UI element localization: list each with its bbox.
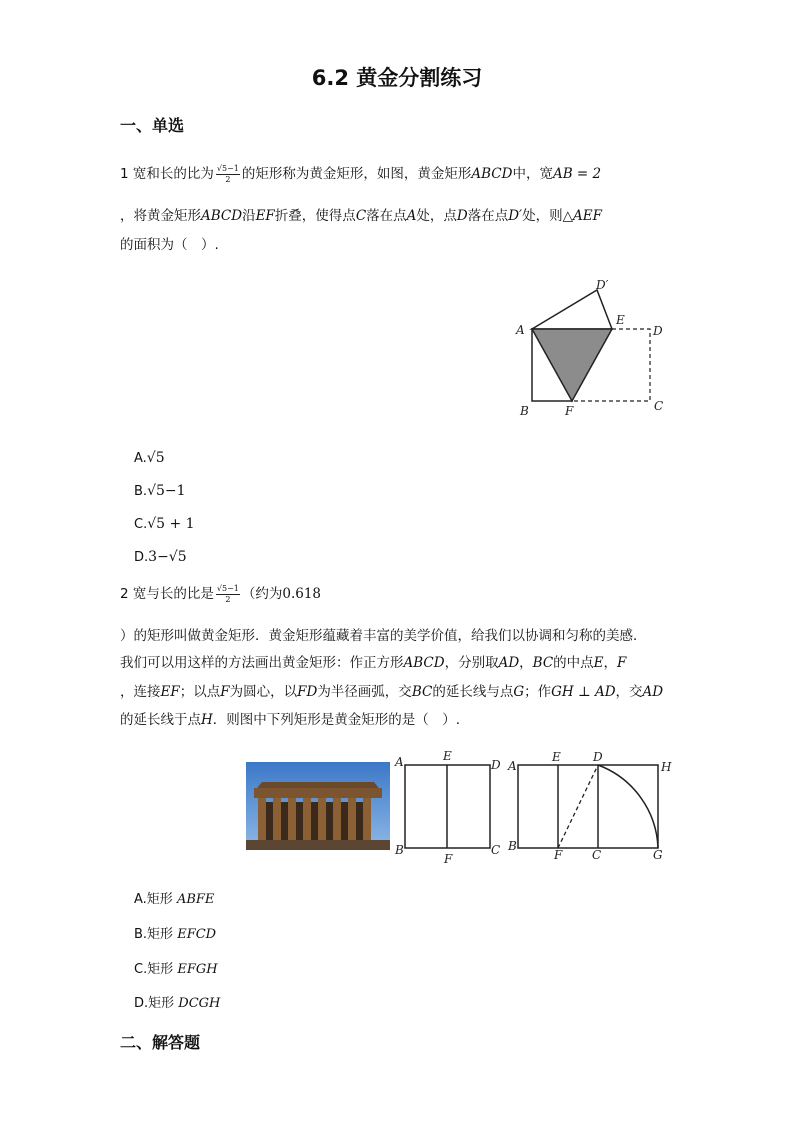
- ground: [246, 840, 390, 850]
- folded-triangle: [532, 290, 612, 329]
- rect-abgh: [518, 765, 658, 848]
- label-a: A: [516, 323, 525, 337]
- q1-text: 处，则: [522, 208, 563, 224]
- option-label: D.: [134, 550, 149, 565]
- option-value: √5−1: [147, 483, 186, 499]
- option-value: √5: [146, 450, 165, 466]
- q2-figure-golden: [506, 748, 682, 864]
- q1-frac-den: 2: [225, 174, 231, 184]
- label-f: F: [444, 852, 453, 864]
- option-value: ABFE: [176, 892, 215, 907]
- q1-line-1: [120, 162, 601, 185]
- option-value: 3−√5: [148, 549, 187, 565]
- option-value: EFCD: [177, 927, 217, 942]
- label-d-prime: D′: [596, 278, 609, 292]
- label-f: F: [565, 404, 574, 418]
- q1-text: 中，宽: [512, 166, 553, 182]
- q1-math: △AEF: [562, 208, 602, 224]
- q1-fraction: [216, 164, 240, 185]
- section-heading-single-choice: 一、单选: [120, 116, 185, 135]
- triangle-aef: [532, 329, 612, 401]
- q2-math: E: [593, 655, 604, 671]
- option-label: D.矩形: [134, 996, 175, 1011]
- q2-number: 2: [120, 586, 129, 602]
- label-d: D: [593, 750, 603, 764]
- q1-option-b[interactable]: [134, 483, 186, 499]
- q1-text: 折叠，使得点: [274, 208, 356, 224]
- q2-text: 的延长线与点: [432, 684, 514, 700]
- q2-text: ；以点: [179, 684, 221, 700]
- q2-math: GH ⊥ AD: [551, 684, 616, 700]
- q1-text: 落在点: [366, 208, 407, 224]
- q2-text: ．则图中下列矩形是黄金矩形的是（ ）.: [212, 712, 461, 728]
- q1-math: EF: [255, 208, 275, 224]
- q2-option-c[interactable]: [134, 958, 218, 977]
- q2-text: ，分别取: [444, 655, 499, 671]
- q2-text: 的中点: [553, 655, 594, 671]
- q1-math: D: [456, 208, 468, 224]
- q2-text: （约为: [241, 586, 283, 602]
- label-e: E: [616, 313, 625, 327]
- q1-math: ABCD: [201, 208, 243, 224]
- q2-line-3: [120, 651, 626, 671]
- q2-text: ，: [603, 655, 618, 671]
- q2-option-a[interactable]: [134, 888, 214, 907]
- q1-line-2: [120, 204, 602, 224]
- q1-text: ，将黄金矩形: [120, 208, 201, 224]
- label-d: D: [653, 324, 663, 338]
- q1-math: ABCD: [471, 166, 513, 182]
- label-h: H: [661, 760, 672, 774]
- q2-math: G: [513, 684, 525, 700]
- q2-line-4: [120, 680, 663, 700]
- q1-text: 的矩形称为黄金矩形，如图，黄金矩形: [241, 166, 472, 182]
- option-value: √5 + 1: [147, 516, 195, 532]
- q2-text: ，交: [615, 684, 643, 700]
- q1-math: D′: [508, 208, 523, 224]
- q2-option-b[interactable]: [134, 923, 216, 942]
- label-c: C: [654, 399, 664, 413]
- q2-math: BC: [532, 655, 554, 671]
- q2-text: ，连接: [120, 684, 161, 700]
- label-b: B: [395, 843, 404, 857]
- q1-math: A: [406, 208, 417, 224]
- q1-math: C: [355, 208, 367, 224]
- label-f: F: [554, 848, 563, 862]
- label-a: A: [395, 755, 404, 769]
- q1-figure: [500, 272, 690, 422]
- label-e: E: [443, 749, 452, 763]
- q2-text: 宽与长的比是: [132, 586, 214, 602]
- option-value: EFGH: [177, 962, 218, 977]
- q2-text: 的延长线于点: [120, 712, 201, 728]
- q1-text: 处，点: [416, 208, 457, 224]
- section-heading-answer: 二、解答题: [120, 1033, 201, 1052]
- q2-math: 0.618: [282, 586, 322, 602]
- q2-math: H: [201, 712, 213, 728]
- q2-math: AD: [642, 684, 664, 700]
- q2-math: BC: [411, 684, 433, 700]
- option-label: C.: [134, 517, 148, 532]
- q2-frac-den: 2: [225, 594, 231, 604]
- q2-text: 为圆心，以: [229, 684, 298, 700]
- q2-text: 为半径画弧，交: [317, 684, 412, 700]
- q2-line-5: [120, 708, 460, 728]
- q2-frac-num: √5−1: [216, 583, 239, 593]
- label-g: G: [653, 848, 663, 862]
- q2-text: 我们可以用这样的方法画出黄金矩形：作正方形: [120, 655, 404, 671]
- q2-text: ，: [519, 655, 533, 671]
- label-e: E: [552, 750, 561, 764]
- q2-text: ；作: [524, 684, 552, 700]
- q1-option-c[interactable]: [134, 516, 195, 532]
- option-label: B.: [134, 484, 148, 499]
- label-c: C: [491, 843, 501, 857]
- label-c: C: [592, 848, 602, 862]
- option-value: DCGH: [178, 996, 221, 1011]
- q2-math: F: [617, 655, 627, 671]
- q1-option-a[interactable]: [134, 450, 165, 466]
- arc-dg: [598, 765, 658, 848]
- q2-math: AD: [498, 655, 520, 671]
- q2-line-1: [120, 582, 321, 605]
- label-a: A: [508, 759, 517, 773]
- q1-text: 沿: [242, 208, 256, 224]
- q1-frac-num: √5−1: [216, 163, 239, 173]
- q2-fraction: [216, 584, 240, 605]
- label-b: B: [520, 404, 529, 418]
- q1-number: 1: [120, 166, 129, 182]
- label-b: B: [508, 839, 517, 853]
- q1-line-3: 的面积为（ ）.: [120, 237, 219, 253]
- q1-text: 宽和长的比为: [132, 166, 214, 182]
- q1-math: AB = 2: [552, 166, 602, 182]
- parthenon-photo: [246, 762, 390, 850]
- page-title: 6.2 黄金分割练习: [311, 66, 483, 90]
- q2-figure-square: [392, 748, 508, 864]
- q2-math: FD: [297, 684, 318, 700]
- option-label: C.矩形: [134, 962, 174, 977]
- q2-math: EF: [160, 684, 180, 700]
- option-label: B.矩形: [134, 927, 174, 942]
- segment-fd: [558, 765, 598, 848]
- q2-math: ABCD: [403, 655, 445, 671]
- entablature: [254, 788, 382, 798]
- q1-option-d[interactable]: [134, 549, 187, 565]
- label-d: D: [491, 758, 501, 772]
- q2-option-d[interactable]: [134, 992, 220, 1011]
- q2-line-2: ）的矩形叫做黄金矩形．黄金矩形蕴藏着丰富的美学价值，给我们以协调和匀称的美感．: [120, 628, 647, 644]
- q2-math: F: [220, 684, 230, 700]
- option-label: A.矩形: [134, 892, 173, 907]
- option-label: A.: [134, 451, 147, 466]
- q1-text: 落在点: [467, 208, 509, 224]
